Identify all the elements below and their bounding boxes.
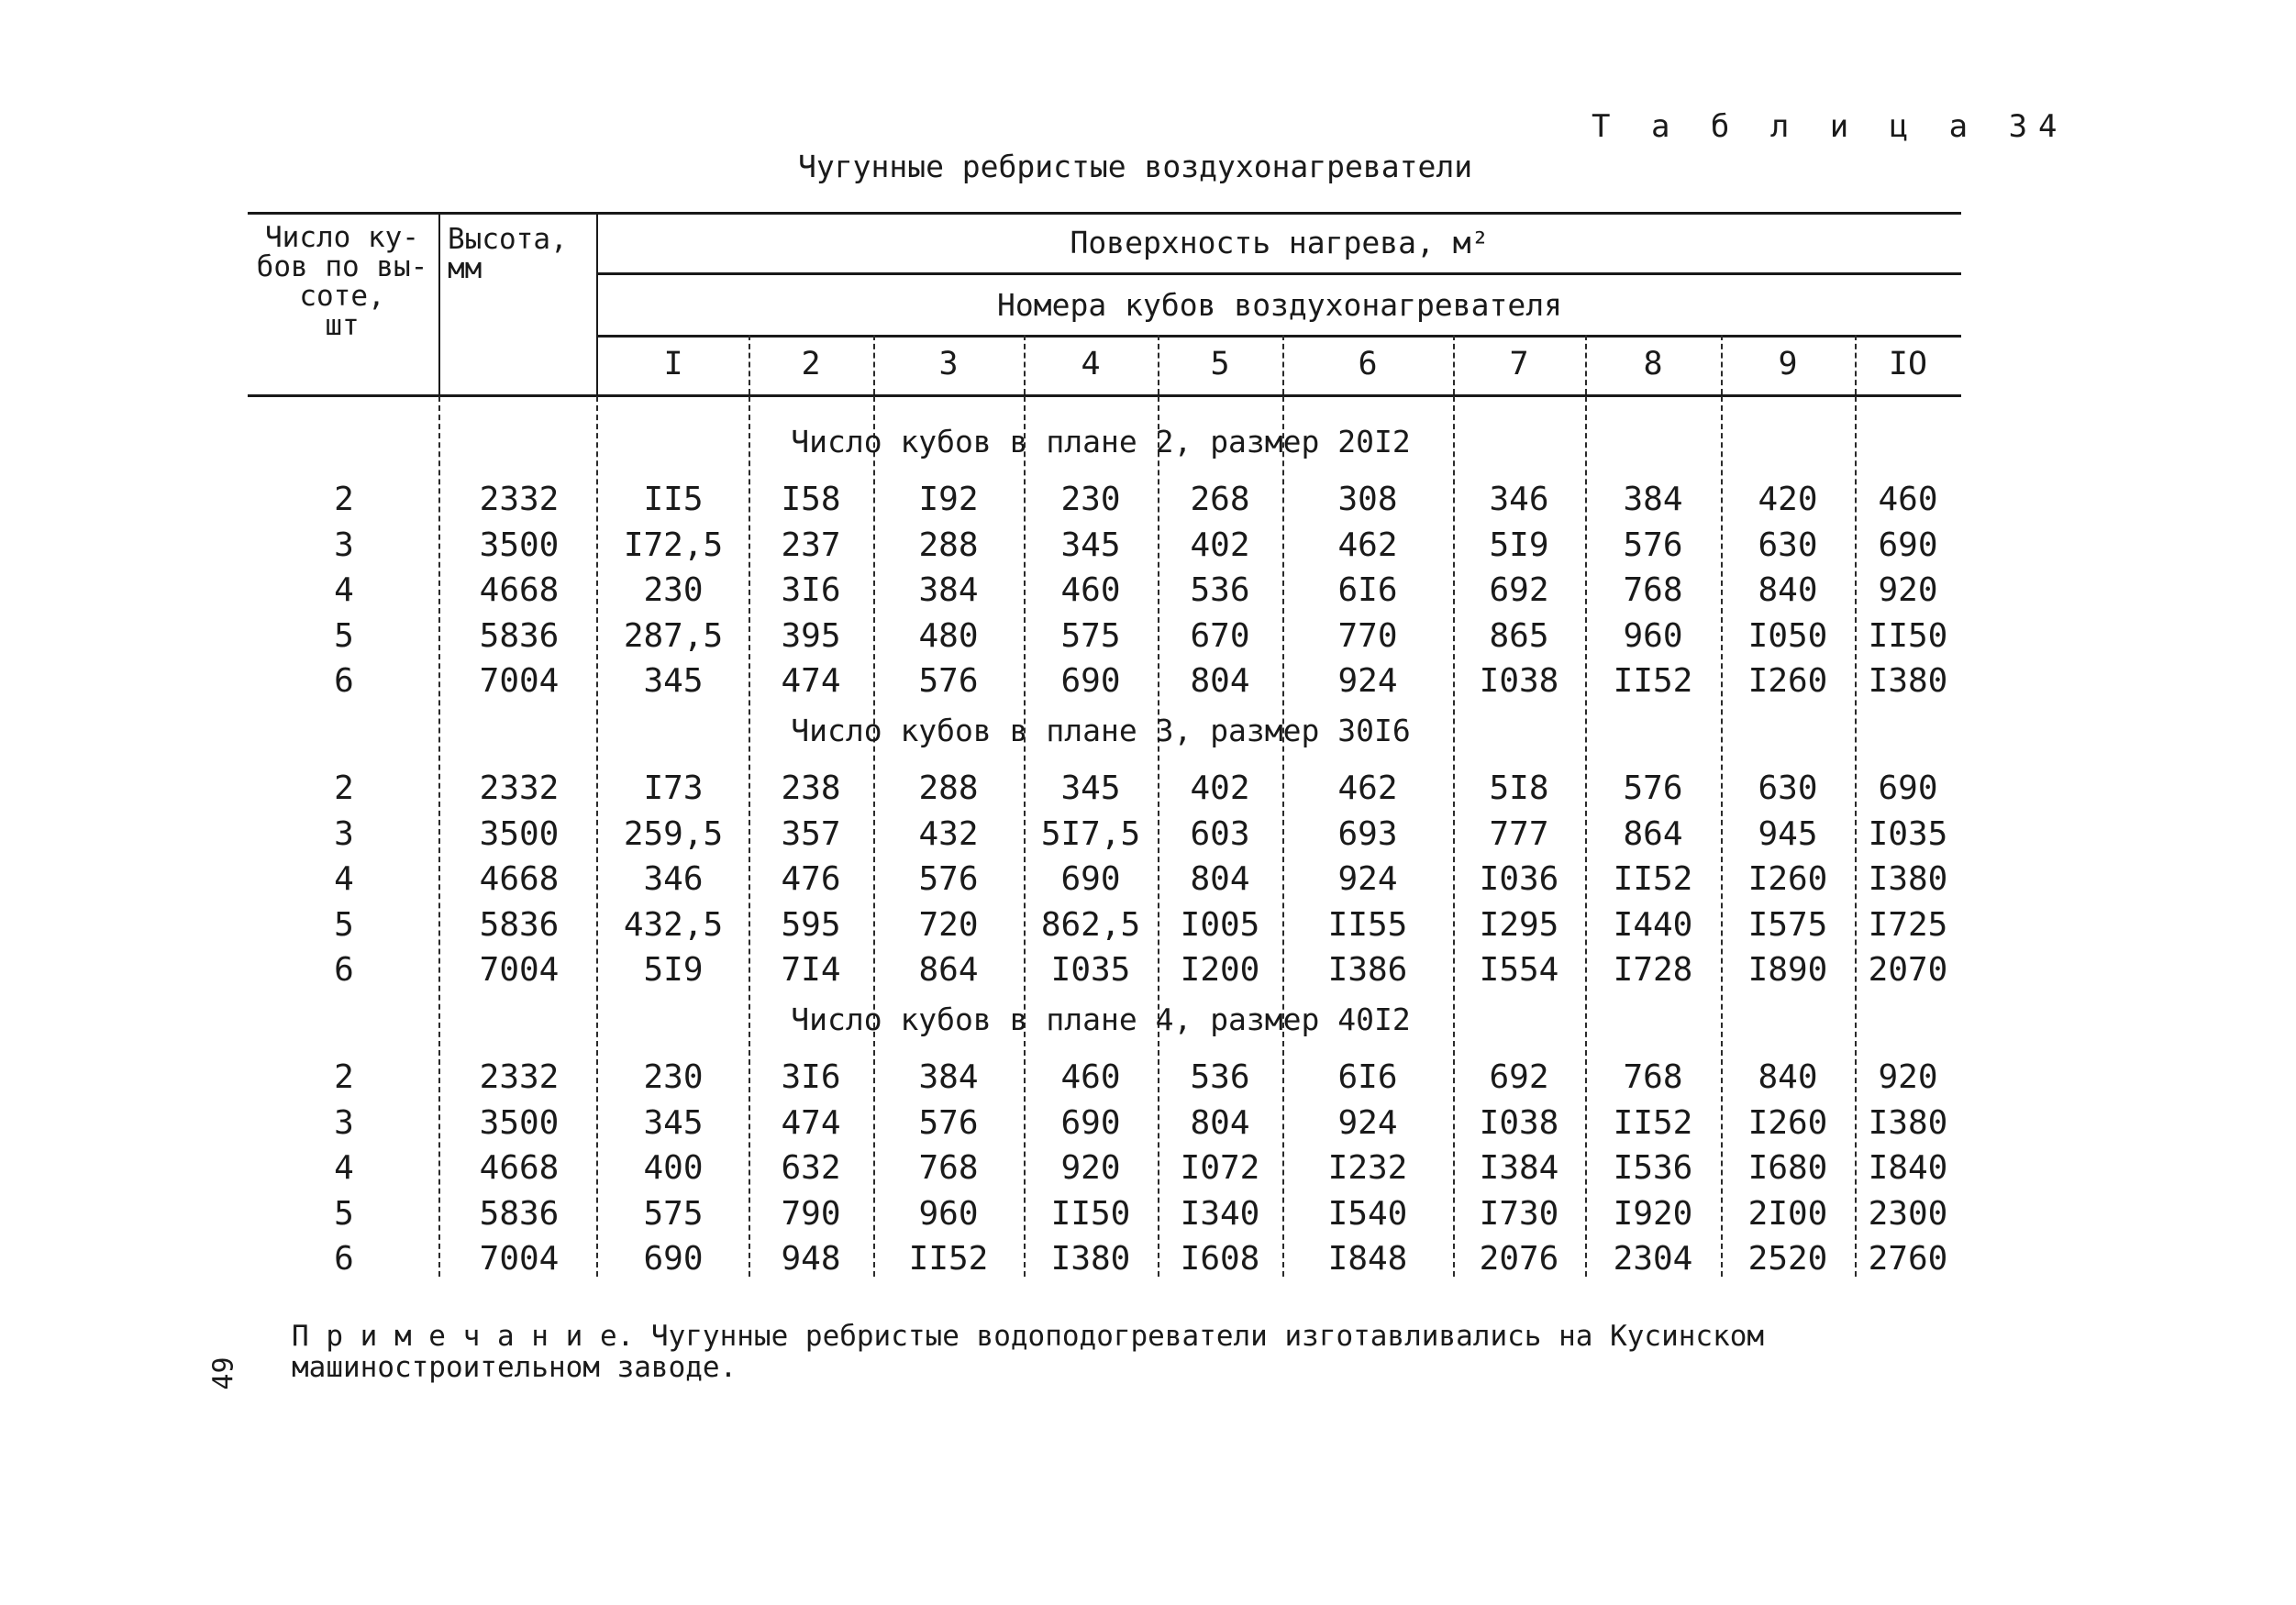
cell-value: 920 <box>1878 1058 1938 1096</box>
cell-height: 4668 <box>479 860 560 898</box>
cell-value: 924 <box>1337 662 1398 700</box>
cell-value: II52 <box>1613 860 1693 898</box>
cell-value: II52 <box>1613 1103 1693 1142</box>
column-number: 2 <box>801 346 821 382</box>
cell-value: 384 <box>918 1058 979 1096</box>
cell-height: 2332 <box>479 769 560 807</box>
cell-value: 693 <box>1337 814 1398 853</box>
cell-value: 603 <box>1190 814 1250 853</box>
cell-value: 402 <box>1190 769 1250 807</box>
table-title: Чугунные ребристые воздухонагреватели <box>798 149 1473 184</box>
note-text <box>292 1321 1764 1383</box>
cell-height: 4668 <box>479 1149 560 1187</box>
cell-value: 462 <box>1337 526 1398 564</box>
cell-value: I540 <box>1327 1194 1408 1233</box>
cell-value: I384 <box>1479 1149 1559 1187</box>
cell-value: 804 <box>1190 860 1250 898</box>
cell-value: 576 <box>1623 526 1683 564</box>
cell-value: 345 <box>643 1103 704 1142</box>
header-vline-count <box>438 212 440 394</box>
cell-count: 3 <box>334 1103 354 1142</box>
cell-value: I554 <box>1479 951 1559 989</box>
cell-value: I728 <box>1613 951 1693 989</box>
cell-value: 402 <box>1190 526 1250 564</box>
cell-value: I038 <box>1479 662 1559 700</box>
header-count-label: соте, <box>299 280 385 313</box>
cell-value: 864 <box>1623 814 1683 853</box>
section-title: Число кубов в плане 4, размер 40I2 <box>791 1002 1411 1037</box>
cell-value: 576 <box>918 860 979 898</box>
cell-value: 474 <box>781 662 841 700</box>
cell-value: 865 <box>1489 616 1549 655</box>
cell-value: I380 <box>1868 1103 1948 1142</box>
cell-value: 690 <box>1878 769 1938 807</box>
cell-value: 432 <box>918 814 979 853</box>
cell-value: I608 <box>1180 1240 1260 1278</box>
cell-value: 6I6 <box>1337 571 1398 609</box>
cell-height: 7004 <box>479 662 560 700</box>
cell-value: I72,5 <box>623 526 724 564</box>
cell-value: II50 <box>1868 616 1948 655</box>
cell-value: 632 <box>781 1149 841 1187</box>
cell-value: I200 <box>1180 951 1260 989</box>
cell-value: 3I6 <box>781 1058 841 1096</box>
cell-value: 480 <box>918 616 979 655</box>
cell-value: 460 <box>1060 571 1121 609</box>
cell-value: I575 <box>1747 905 1828 944</box>
header-rule-1 <box>598 272 1961 275</box>
cell-value: 920 <box>1060 1149 1121 1187</box>
cell-value: 287,5 <box>623 616 724 655</box>
table-top-rule <box>248 212 1961 215</box>
cell-count: 2 <box>334 1058 354 1096</box>
cell-value: 474 <box>781 1103 841 1142</box>
cell-value: 920 <box>1878 571 1938 609</box>
header-count-label: бов по вы- <box>256 250 428 283</box>
cell-count: 4 <box>334 860 354 898</box>
cell-count: 6 <box>334 951 354 989</box>
cell-value: I038 <box>1479 1103 1559 1142</box>
cell-value: 5I9 <box>643 951 704 989</box>
cell-height: 4668 <box>479 571 560 609</box>
column-number: 5 <box>1210 346 1230 382</box>
cell-value: 230 <box>1060 481 1121 518</box>
cell-value: 460 <box>1060 1058 1121 1096</box>
cell-value: 238 <box>781 769 841 807</box>
cell-value: 692 <box>1489 1058 1549 1096</box>
cell-count: 4 <box>334 571 354 609</box>
cell-value: 536 <box>1190 571 1250 609</box>
column-number: 7 <box>1509 346 1529 382</box>
cell-value: 864 <box>918 951 979 989</box>
cell-value: II52 <box>1613 662 1693 700</box>
column-number: IO <box>1888 346 1928 382</box>
cell-height: 5836 <box>479 1194 560 1233</box>
cell-value: 960 <box>1623 616 1683 655</box>
cell-value: I73 <box>643 769 704 807</box>
cell-value: 5I9 <box>1489 526 1549 564</box>
cell-value: II55 <box>1327 905 1408 944</box>
cell-value: I050 <box>1747 616 1828 655</box>
cell-value: I232 <box>1327 1149 1408 1187</box>
cell-value: 2304 <box>1613 1240 1693 1278</box>
page-number: 49 <box>207 1356 240 1390</box>
cell-value: 357 <box>781 814 841 853</box>
cell-value: I92 <box>918 481 979 518</box>
cell-value: I072 <box>1180 1149 1260 1187</box>
column-number: 9 <box>1778 346 1798 382</box>
cell-height: 3500 <box>479 1103 560 1142</box>
cell-value: 777 <box>1489 814 1549 853</box>
section-title: Число кубов в плане 2, размер 20I2 <box>791 424 1411 459</box>
cell-count: 2 <box>334 769 354 807</box>
cell-value: I386 <box>1327 951 1408 989</box>
cell-value: 862,5 <box>1040 905 1141 944</box>
cell-value: 536 <box>1190 1058 1250 1096</box>
cell-value: I890 <box>1747 951 1828 989</box>
column-number: 6 <box>1358 346 1378 382</box>
cell-count: 4 <box>334 1149 354 1187</box>
cell-value: 575 <box>1060 616 1121 655</box>
column-number: 8 <box>1643 346 1663 382</box>
cell-value: I730 <box>1479 1194 1559 1233</box>
cell-value: 230 <box>643 1058 704 1096</box>
cell-value: 346 <box>643 860 704 898</box>
cell-value: 2760 <box>1868 1240 1948 1278</box>
cell-value: 268 <box>1190 481 1250 518</box>
cell-value: I260 <box>1747 1103 1828 1142</box>
cell-value: 384 <box>918 571 979 609</box>
note-line: машиностроительном заводе. <box>292 1351 738 1384</box>
header-numbers-label: Номера кубов воздухонагревателя <box>997 287 1562 323</box>
cell-value: 6I6 <box>1337 1058 1398 1096</box>
cell-count: 2 <box>334 481 354 518</box>
cell-value: 630 <box>1758 769 1818 807</box>
cell-value: 948 <box>781 1240 841 1278</box>
header-height-label: мм <box>448 252 482 285</box>
cell-value: 720 <box>918 905 979 944</box>
cell-value: 2I00 <box>1747 1194 1828 1233</box>
cell-value: I260 <box>1747 860 1828 898</box>
section-title: Число кубов в плане 3, размер 30I6 <box>791 713 1411 748</box>
cell-value: 690 <box>1060 1103 1121 1142</box>
cell-value: I536 <box>1613 1149 1693 1187</box>
cell-value: 2520 <box>1747 1240 1828 1278</box>
cell-height: 2332 <box>479 1058 560 1096</box>
cell-value: 690 <box>1060 860 1121 898</box>
cell-value: 288 <box>918 526 979 564</box>
cell-value: I840 <box>1868 1149 1948 1187</box>
cell-height: 7004 <box>479 1240 560 1278</box>
cell-value: I035 <box>1050 951 1131 989</box>
header-count-label: Число ку- <box>265 221 419 254</box>
cell-value: I58 <box>781 481 841 518</box>
cell-value: 462 <box>1337 769 1398 807</box>
cell-value: 432,5 <box>623 905 724 944</box>
cell-height: 5836 <box>479 905 560 944</box>
cell-value: 576 <box>1623 769 1683 807</box>
cell-value: I295 <box>1479 905 1559 944</box>
cell-value: 384 <box>1623 481 1683 518</box>
column-number: I <box>663 346 683 382</box>
cell-value: 346 <box>1489 481 1549 518</box>
cell-height: 3500 <box>479 814 560 853</box>
cell-value: II50 <box>1050 1194 1131 1233</box>
cell-value: II52 <box>908 1240 989 1278</box>
cell-value: 690 <box>1878 526 1938 564</box>
cell-value: I680 <box>1747 1149 1828 1187</box>
cell-value: I920 <box>1613 1194 1693 1233</box>
column-number: 4 <box>1081 346 1101 382</box>
cell-value: 960 <box>918 1194 979 1233</box>
cell-value: I380 <box>1868 860 1948 898</box>
cell-value: 945 <box>1758 814 1818 853</box>
cell-value: 576 <box>918 1103 979 1142</box>
cell-value: I380 <box>1868 662 1948 700</box>
cell-value: 7I4 <box>781 951 841 989</box>
cell-value: 770 <box>1337 616 1398 655</box>
cell-value: I380 <box>1050 1240 1131 1278</box>
header-rule-2 <box>598 335 1961 338</box>
header-bottom-rule <box>248 394 1961 397</box>
cell-count: 6 <box>334 662 354 700</box>
cell-value: 790 <box>781 1194 841 1233</box>
cell-value: 768 <box>1623 1058 1683 1096</box>
cell-value: I725 <box>1868 905 1948 944</box>
cell-value: 3I6 <box>781 571 841 609</box>
cell-value: I260 <box>1747 662 1828 700</box>
cell-value: 595 <box>781 905 841 944</box>
cell-value: I340 <box>1180 1194 1260 1233</box>
cell-value: 2076 <box>1479 1240 1559 1278</box>
cell-value: 308 <box>1337 481 1398 518</box>
table-number: Т а б л и ц а 34 <box>1592 108 2069 145</box>
cell-value: 575 <box>643 1194 704 1233</box>
cell-value: 345 <box>1060 769 1121 807</box>
cell-value: 288 <box>918 769 979 807</box>
column-number: 3 <box>938 346 959 382</box>
cell-value: 692 <box>1489 571 1549 609</box>
cell-value: 630 <box>1758 526 1818 564</box>
header-surface-label: Поверхность нагрева, м² <box>1070 225 1490 260</box>
cell-value: 2070 <box>1868 951 1948 989</box>
cell-value: 259,5 <box>623 814 724 853</box>
cell-value: 768 <box>1623 571 1683 609</box>
cell-value: I848 <box>1327 1240 1408 1278</box>
cell-value: 690 <box>1060 662 1121 700</box>
cell-value: II5 <box>643 481 704 518</box>
cell-count: 3 <box>334 526 354 564</box>
cell-count: 5 <box>334 905 354 944</box>
cell-value: 576 <box>918 662 979 700</box>
header-height-label: Высота, <box>448 223 568 256</box>
cell-value: 237 <box>781 526 841 564</box>
cell-value: 768 <box>918 1149 979 1187</box>
cell-height: 5836 <box>479 616 560 655</box>
cell-value: 2300 <box>1868 1194 1948 1233</box>
cell-count: 6 <box>334 1240 354 1278</box>
cell-value: 5I8 <box>1489 769 1549 807</box>
cell-height: 3500 <box>479 526 560 564</box>
cell-height: 7004 <box>479 951 560 989</box>
cell-height: 2332 <box>479 481 560 518</box>
cell-value: 840 <box>1758 571 1818 609</box>
cell-value: 5I7,5 <box>1040 814 1141 853</box>
cell-value: 420 <box>1758 481 1818 518</box>
cell-value: 230 <box>643 571 704 609</box>
cell-value: 924 <box>1337 860 1398 898</box>
cell-value: 460 <box>1878 481 1938 518</box>
cell-value: 804 <box>1190 662 1250 700</box>
cell-value: 476 <box>781 860 841 898</box>
cell-value: I035 <box>1868 814 1948 853</box>
cell-value: 840 <box>1758 1058 1818 1096</box>
cell-value: 670 <box>1190 616 1250 655</box>
cell-value: 400 <box>643 1149 704 1187</box>
cell-count: 3 <box>334 814 354 853</box>
cell-value: 345 <box>643 662 704 700</box>
header-count-label: шт <box>325 309 360 342</box>
cell-value: 804 <box>1190 1103 1250 1142</box>
cell-count: 5 <box>334 616 354 655</box>
cell-value: 690 <box>643 1240 704 1278</box>
cell-value: 345 <box>1060 526 1121 564</box>
cell-value: 395 <box>781 616 841 655</box>
cell-value: I005 <box>1180 905 1260 944</box>
cell-value: I440 <box>1613 905 1693 944</box>
note-line: П р и м е ч а н и е. Чугунные ребристые водоподогреватели изготавливались на Кусинском <box>292 1320 1765 1353</box>
cell-value: I036 <box>1479 860 1559 898</box>
cell-count: 5 <box>334 1194 354 1233</box>
cell-value: 924 <box>1337 1103 1398 1142</box>
